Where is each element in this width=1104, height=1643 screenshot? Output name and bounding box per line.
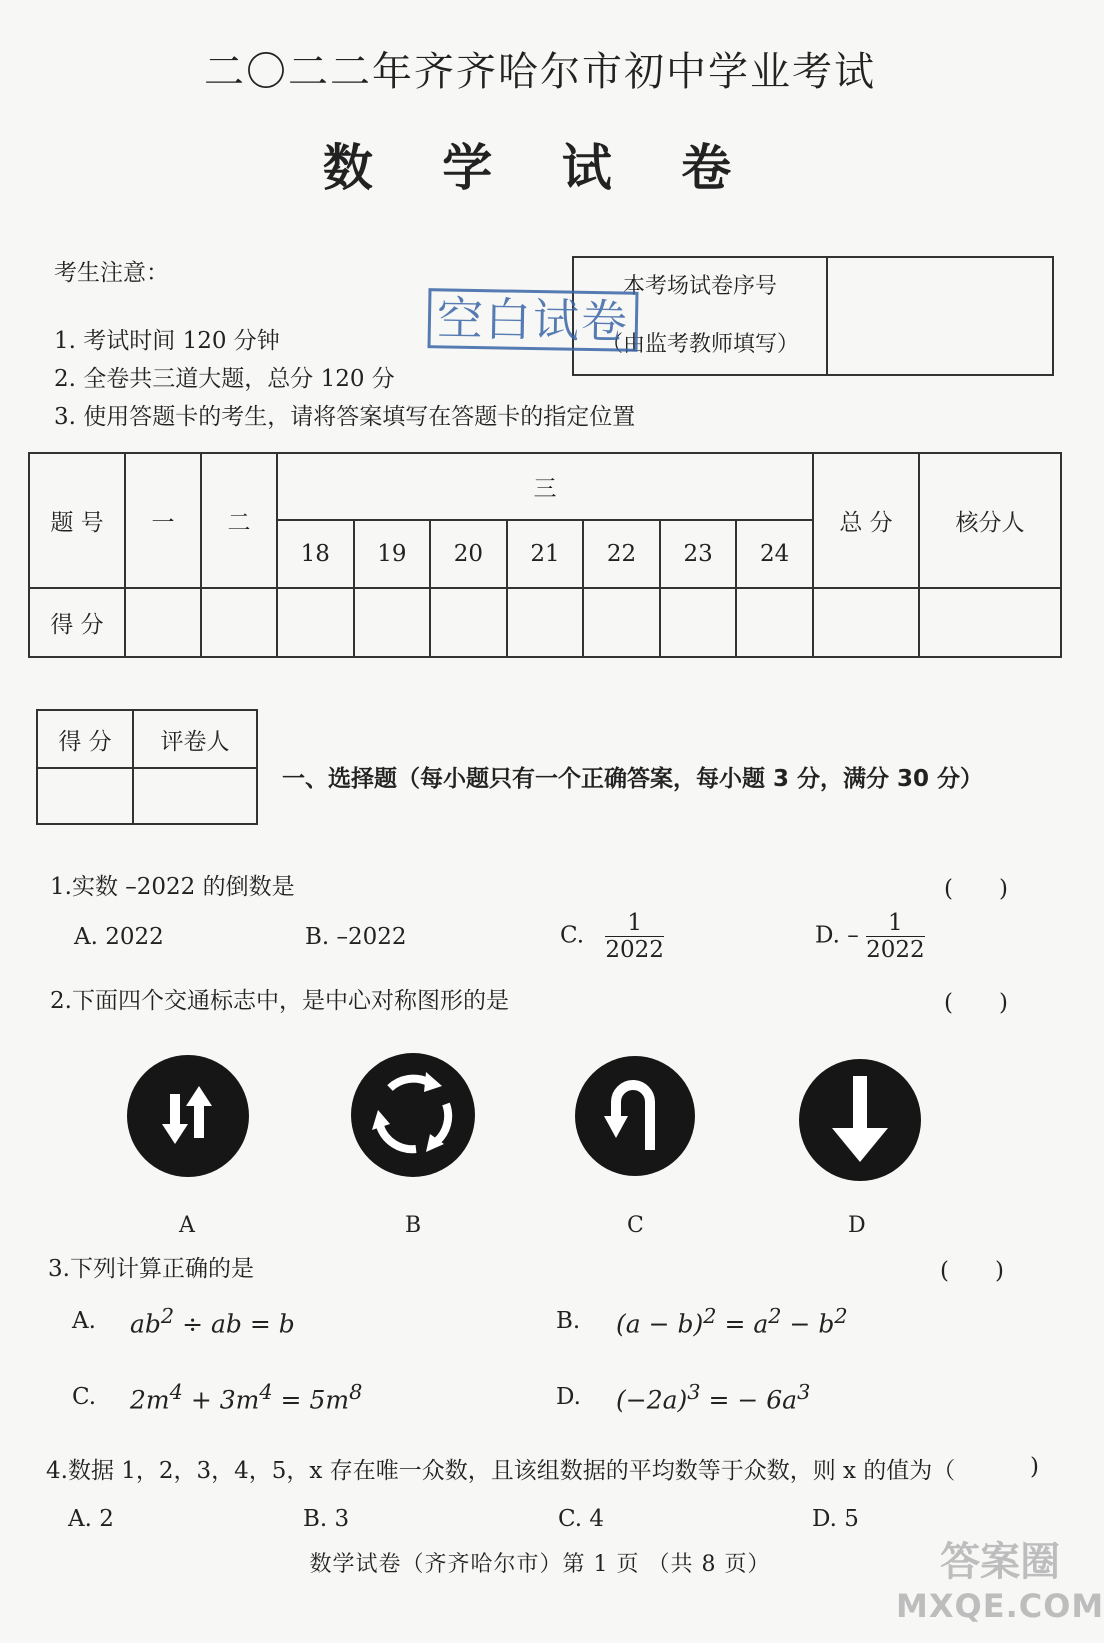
- sign-d-label: D: [848, 1213, 866, 1238]
- q1-option-d-label: D. –: [815, 922, 859, 949]
- sub-col-22: 22: [583, 520, 660, 589]
- q1-option-c-label: C.: [560, 922, 585, 949]
- sub-col-18: 18: [277, 520, 354, 589]
- fraction-numerator: 1: [866, 910, 925, 937]
- notice-heading: 考生注意：: [54, 260, 169, 286]
- col-part-1: 一: [125, 453, 201, 588]
- q3-option-b-formula: $(a - b)^2 = a^2 - b^2$: [616, 1304, 848, 1339]
- q3-option-c-label: C.: [72, 1384, 97, 1410]
- notice-item-3: 3. 使用答题卡的考生，请将答案填写在答题卡的指定位置: [54, 404, 636, 430]
- notice-item-2: 2. 全卷共三道大题，总分 120 分: [54, 366, 395, 392]
- score-cell: [919, 588, 1061, 657]
- q1-option-c-fraction: [605, 910, 664, 963]
- score-cell: [507, 588, 584, 657]
- page-footer: 数学试卷（齐齐哈尔市）第 1 页 （共 8 页）: [309, 1552, 771, 1577]
- q4-option-a: A. 2: [68, 1506, 114, 1532]
- exam-subtitle: 数 学 试 卷: [322, 138, 758, 197]
- col-part-2: 二: [201, 453, 277, 588]
- score-cell: [583, 588, 660, 657]
- q4-option-c: C. 4: [558, 1506, 605, 1532]
- sign-c-label: C: [627, 1213, 644, 1238]
- site-watermark: [896, 1540, 1104, 1628]
- watermark-url: MXQE.COM: [896, 1587, 1104, 1625]
- sub-col-21: 21: [507, 520, 584, 589]
- q1-answer-paren: ( ): [944, 876, 1008, 902]
- q3-option-a-label: A.: [72, 1308, 96, 1334]
- serial-box-line1: 本考场试卷序号: [622, 274, 777, 299]
- col-total: 总 分: [813, 453, 919, 588]
- q1-option-c: [560, 910, 664, 963]
- fraction-numerator: 1: [605, 910, 664, 937]
- grader-table-grader-cell: [133, 768, 257, 824]
- exam-title: 二〇二二年齐齐哈尔市初中学业考试: [204, 49, 876, 95]
- sign-b-roundabout-icon: [350, 1052, 476, 1178]
- score-cell: [813, 588, 919, 657]
- score-table: [28, 452, 1062, 658]
- grader-table: [36, 709, 258, 825]
- q3-answer-paren: ( ): [940, 1258, 1004, 1284]
- q4-option-b: B. 3: [303, 1506, 350, 1532]
- q1-option-b: B. –2022: [305, 924, 407, 950]
- serial-number-box: [572, 256, 1054, 376]
- sign-d-down-arrow-icon: [798, 1058, 922, 1182]
- q3-stem: 3.下列计算正确的是: [48, 1256, 254, 1282]
- grader-table-score-label: 得 分: [37, 710, 133, 768]
- sub-col-20: 20: [430, 520, 507, 589]
- q4-answer-paren-close: ): [1030, 1454, 1039, 1480]
- serial-box-line2: （由监考教师填写）: [600, 332, 799, 357]
- score-cell: [660, 588, 737, 657]
- q2-answer-paren: ( ): [944, 990, 1008, 1016]
- q4-option-d: D. 5: [812, 1506, 859, 1532]
- q3-option-c-formula: $2m^4 + 3m^4 = 5m^8$: [130, 1380, 363, 1415]
- score-cell: [736, 588, 813, 657]
- q3-option-d-formula: $(-2a)^3$ = − $6a^3$: [616, 1380, 811, 1415]
- row-label-score: 得 分: [29, 588, 125, 657]
- col-part-3: 三: [277, 453, 813, 520]
- q1-option-d: [815, 910, 925, 963]
- sub-col-24: 24: [736, 520, 813, 589]
- score-cell: [277, 588, 354, 657]
- q3-option-a-formula: $ab^2$ ÷ ab = b: [130, 1304, 295, 1339]
- score-cell: [125, 588, 201, 657]
- notice-item-1: 1. 考试时间 120 分钟: [54, 328, 280, 354]
- section-1-heading: 一、选择题（每小题只有一个正确答案，每小题 3 分，满分 30 分）: [282, 766, 984, 792]
- blank-paper-stamp: 空白试卷: [427, 288, 638, 352]
- sign-a-label: A: [179, 1213, 195, 1238]
- grader-table-score-cell: [37, 768, 133, 824]
- serial-box-value: [827, 257, 1053, 375]
- sub-col-19: 19: [354, 520, 431, 589]
- sign-a-two-way-traffic-icon: [126, 1054, 250, 1178]
- q1-option-d-fraction: [866, 910, 925, 963]
- sign-b-label: B: [405, 1213, 422, 1238]
- watermark-logo-text: 答案圈: [940, 1539, 1061, 1585]
- q3-option-b-label: B.: [556, 1308, 581, 1334]
- row-label-question-number: 题 号: [29, 453, 125, 588]
- fraction-denominator: 2022: [866, 937, 925, 963]
- score-cell: [354, 588, 431, 657]
- fraction-denominator: 2022: [605, 937, 664, 963]
- score-cell: [201, 588, 277, 657]
- sub-col-23: 23: [660, 520, 737, 589]
- grader-table-grader-label: 评卷人: [133, 710, 257, 768]
- col-checker: 核分人: [919, 453, 1061, 588]
- score-cell: [430, 588, 507, 657]
- q2-stem: 2.下面四个交通标志中，是中心对称图形的是: [50, 988, 509, 1014]
- q1-stem: 1.实数 –2022 的倒数是: [50, 874, 295, 900]
- q3-option-d-label: D.: [556, 1384, 581, 1410]
- q4-stem: 4.数据 1，2，3，4，5，x 存在唯一众数，且该组数据的平均数等于众数，则 x 的值为（: [46, 1458, 956, 1484]
- sign-c-u-turn-icon: [574, 1054, 696, 1178]
- q1-option-a: A. 2022: [74, 924, 164, 950]
